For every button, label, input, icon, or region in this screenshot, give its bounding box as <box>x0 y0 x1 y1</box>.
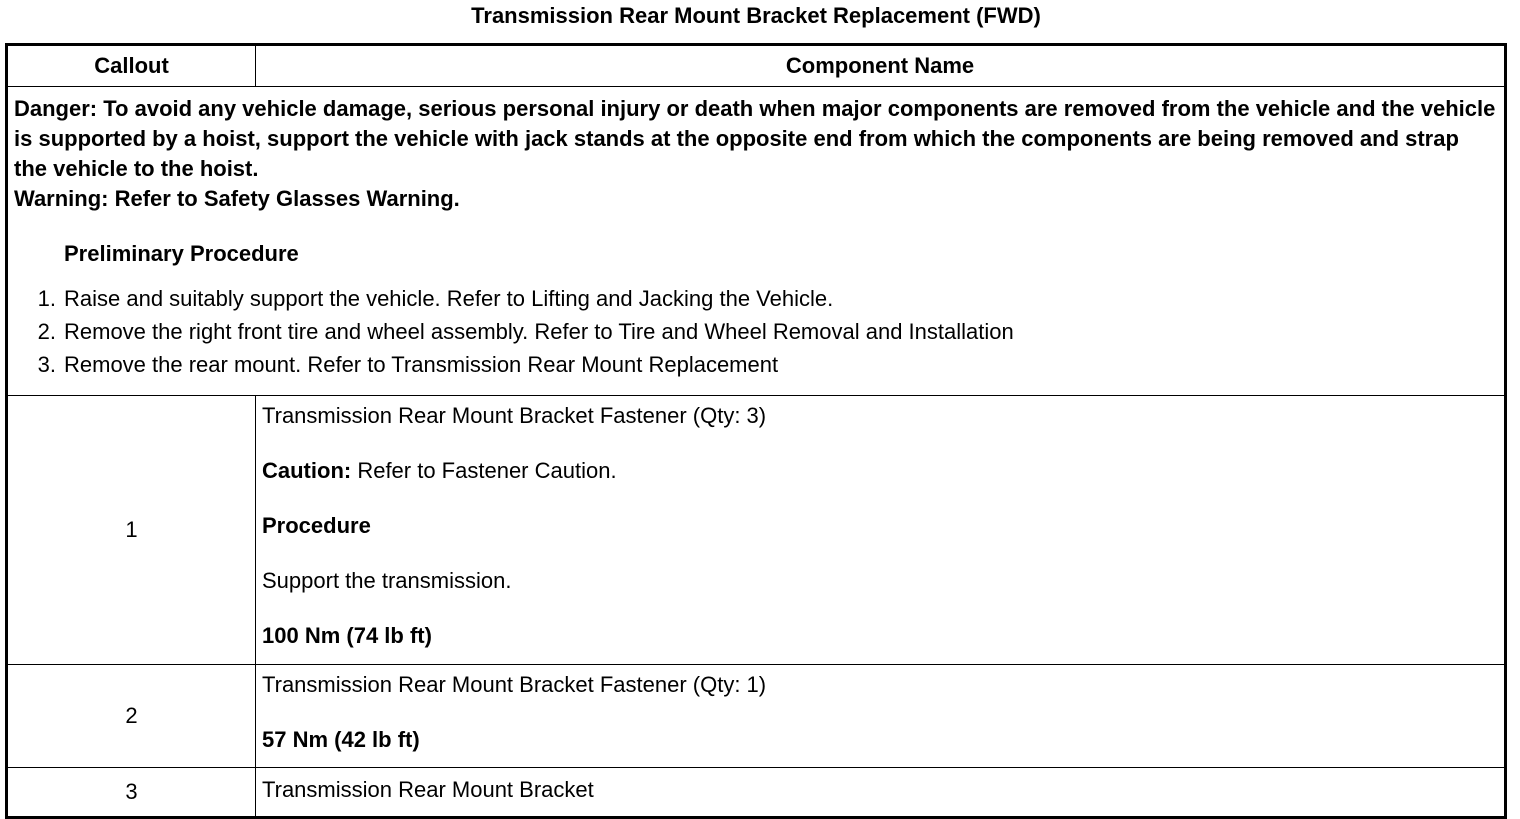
procedure-heading: Procedure <box>262 513 371 538</box>
component-name: Transmission Rear Mount Bracket Fastener (Qty: 3) <box>262 403 767 428</box>
preliminary-procedure-heading: Preliminary Procedure <box>64 241 299 266</box>
list-item <box>14 282 1498 315</box>
callout-cell: 3 <box>7 768 256 818</box>
step-text: Raise and suitably support the vehicle. Refer to Lifting and Jacking the Vehicle. <box>64 286 834 311</box>
component-cell <box>256 396 1506 665</box>
component-table <box>5 43 1507 819</box>
step-text: Remove the rear mount. Refer to Transmission Rear Mount Replacement <box>64 352 779 377</box>
component-name: Transmission Rear Mount Bracket Fastener (Qty: 1) <box>262 672 767 697</box>
component-cell <box>256 768 1506 818</box>
callout-cell: 2 <box>7 665 256 768</box>
step-text: Remove the right front tire and wheel assembly. Refer to Tire and Wheel Removal and Installation <box>64 319 1014 344</box>
torque-spec: 57 Nm (42 lb ft) <box>262 727 420 752</box>
torque-spec: 100 Nm (74 lb ft) <box>262 623 432 648</box>
intro-cell <box>7 87 1506 396</box>
callout-cell: 1 <box>7 396 256 665</box>
page-title: Transmission Rear Mount Bracket Replacement (FWD) <box>471 3 1041 28</box>
caution-line <box>262 457 1498 484</box>
list-item <box>14 315 1498 348</box>
table-header-row <box>7 45 1506 87</box>
caution-text: Refer to Fastener Caution. <box>351 458 617 483</box>
intro-row <box>7 87 1506 396</box>
component-cell <box>256 665 1506 768</box>
preliminary-steps-list <box>14 282 1498 381</box>
procedure-text: Support the transmission. <box>262 568 512 593</box>
danger-notice: Danger: To avoid any vehicle damage, serious personal injury or death when major components are removed from the vehicle and the vehicle is supported by a hoist, support the vehicle with jack stands at the opposite end from which the components are being removed and strap the vehicle to the hoist. <box>14 96 1496 181</box>
step-number: 2. <box>37 319 56 344</box>
step-number: 3. <box>37 352 56 377</box>
header-component-name: Component Name <box>256 45 1506 87</box>
component-name: Transmission Rear Mount Bracket <box>262 777 594 802</box>
table-row <box>7 665 1506 768</box>
header-callout: Callout <box>7 45 256 87</box>
step-number: 1. <box>37 286 56 311</box>
table-row <box>7 396 1506 665</box>
list-item <box>14 348 1498 381</box>
table-row <box>7 768 1506 818</box>
caution-label: Caution: <box>262 458 352 483</box>
warning-notice: Warning: Refer to Safety Glasses Warning. <box>14 186 460 211</box>
